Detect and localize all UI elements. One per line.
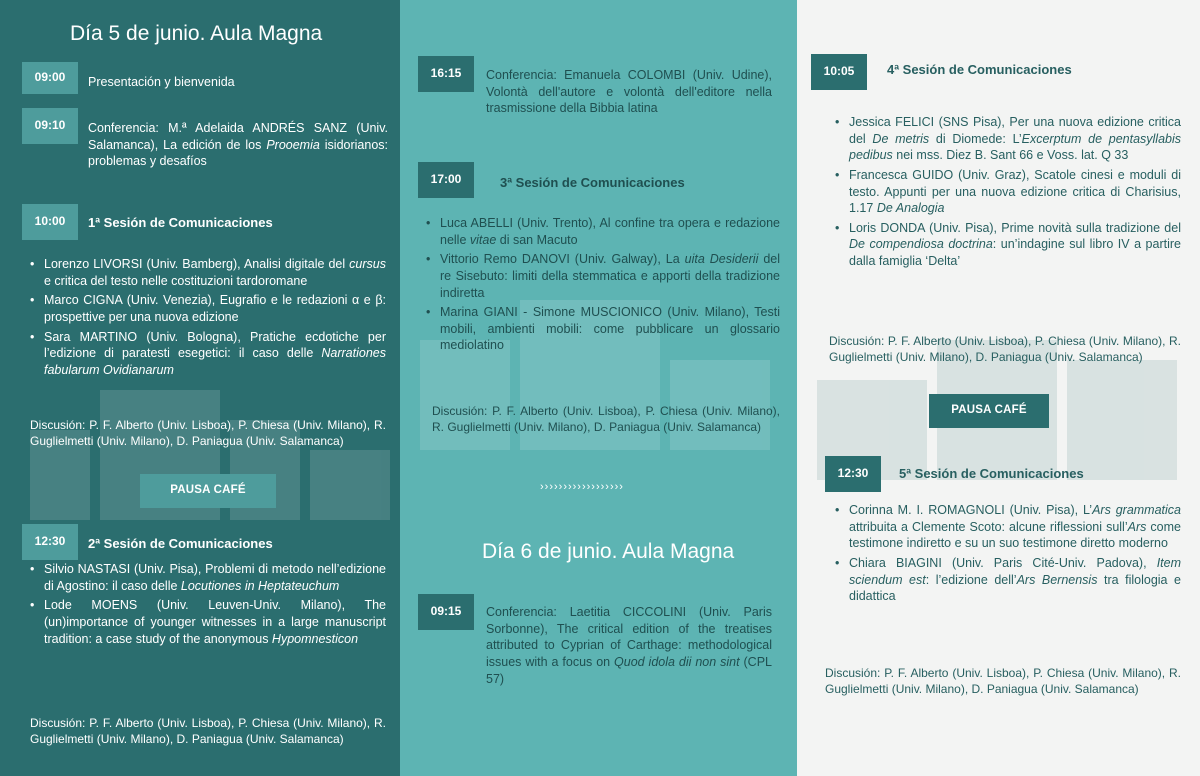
column-day-6-morning xyxy=(797,0,1200,776)
time-badge: 09:00 xyxy=(22,62,78,94)
list-item: • Lorenzo LIVORSI (Univ. Bamberg), Analisi digitale del cursus e critica del testo nelle costituzioni tardoromane xyxy=(28,256,386,289)
session-1-list xyxy=(28,256,386,381)
coffee-break-badge: PAUSA CAFÉ xyxy=(929,394,1049,428)
session-title: 1ª Sesión de Comunicaciones xyxy=(88,215,273,230)
list-item: • Silvio NASTASI (Univ. Pisa), Problemi di metodo nell’edizione di Agostino: il caso delle Locutiones in Heptateuchum xyxy=(28,561,386,594)
session-title: 4ª Sesión de Comunicaciones xyxy=(887,62,1072,77)
time-badge: 12:30 xyxy=(22,524,78,560)
discussion: Discusión: P. F. Alberto (Univ. Lisboa), P. Chiesa (Univ. Milano), R. Guglielmetti (Univ. Milano), D. Paniagua (Univ. Salamanca) xyxy=(30,716,386,746)
time-badge: 10:00 xyxy=(22,204,78,240)
event-welcome: Presentación y bienvenida xyxy=(88,75,235,89)
list-item: • Lode MOENS (Univ. Leuven-Univ. Milano), The (un)importance of younger witnesses in a large manuscript tradition: a case study of the anonymous Hypomnesticon xyxy=(28,597,386,647)
session-title: 5ª Sesión de Comunicaciones xyxy=(899,466,1084,481)
discussion: Discusión: P. F. Alberto (Univ. Lisboa), P. Chiesa (Univ. Milano), R. Guglielmetti (Univ. Milano), D. Paniagua (Univ. Salamanca) xyxy=(825,666,1181,696)
time-badge: 17:00 xyxy=(418,162,474,198)
list-item: • Marco CIGNA (Univ. Venezia), Eugrafio e le redazioni α e β: prospettive per una nuova edizione xyxy=(28,292,386,325)
column-day-5-afternoon xyxy=(400,0,797,776)
time-badge: 10:05 xyxy=(811,54,867,90)
session-2-list xyxy=(28,561,386,650)
list-item: • Jessica FELICI (SNS Pisa), Per una nuova edizione critica del De metris di Diomede: L’Excerptum de pentasyllabis pedibus nei mss. Diez B. Sant 66 e Voss. lat. Q 33 xyxy=(833,114,1181,164)
discussion: Discusión: P. F. Alberto (Univ. Lisboa), P. Chiesa (Univ. Milano), R. Guglielmetti (Univ. Milano), D. Paniagua (Univ. Salamanca) xyxy=(432,404,780,434)
list-item: • Marina GIANI - Simone MUSCIONICO (Univ. Milano), Testi mobili, ambienti mobili: come pubblicare un glossario mediolatino xyxy=(424,304,780,354)
day-title: Día 5 de junio. Aula Magna xyxy=(70,22,323,45)
time-badge: 12:30 xyxy=(825,456,881,492)
list-item: • Loris DONDA (Univ. Pisa), Prime novità sulla tradizione del De compendiosa doctrina: un’indagine sul libro IV a partire dalla famiglia ‘Delta’ xyxy=(833,220,1181,270)
list-item: • Chiara BIAGINI (Univ. Paris Cité-Univ. Padova), Item sciendum est: l’edizione dell’Ars Bernensis tra filologia e didattica xyxy=(833,555,1181,605)
list-item: • Sara MARTINO (Univ. Bologna), Pratiche ecdotiche per l’edizione di paratesti esegetici: il caso delle Narrationes fabularum Ovidianarum xyxy=(28,329,386,379)
time-badge: 16:15 xyxy=(418,56,474,92)
column-day-5-morning xyxy=(0,0,400,776)
list-item: • Vittorio Remo DANOVI (Univ. Galway), La uita Desiderii del re Sisebuto: limiti della stemmatica e apporti della tradizione indiretta xyxy=(424,251,780,301)
coffee-break-badge: PAUSA CAFÉ xyxy=(140,474,276,508)
discussion: Discusión: P. F. Alberto (Univ. Lisboa), P. Chiesa (Univ. Milano), R. Guglielmetti (Univ. Milano), D. Paniagua (Univ. Salamanca) xyxy=(30,418,386,448)
session-3-list xyxy=(424,215,780,357)
arrow-divider: ›››››››››››››››››› xyxy=(540,481,624,493)
event-lecture: Conferencia: M.ª Adelaida ANDRÉS SANZ (Univ. Salamanca), La edición de los Prooemia isidorianos: problemas y desafíos xyxy=(88,121,389,169)
session-5-list xyxy=(833,502,1181,608)
time-badge: 09:10 xyxy=(22,108,78,144)
list-item: • Luca ABELLI (Univ. Trento), Al confine tra opera e redazione nelle vitae di san Macuto xyxy=(424,215,780,248)
time-badge: 09:15 xyxy=(418,594,474,630)
event-lecture: Conferencia: Emanuela COLOMBI (Univ. Udine), Volontà dell'autore e volontà dell'editore nella trasmissione della Bibbia latina xyxy=(486,68,772,116)
list-item: • Francesca GUIDO (Univ. Graz), Scatole cinesi e moduli di testo. Appunti per una nuova edizione critica di Charisius, 1.17 De Analogia xyxy=(833,167,1181,217)
discussion: Discusión: P. F. Alberto (Univ. Lisboa), P. Chiesa (Univ. Milano), R. Guglielmetti (Univ. Milano), D. Paniagua (Univ. Salamanca) xyxy=(829,334,1181,364)
list-item: • Corinna M. I. ROMAGNOLI (Univ. Pisa), L’Ars grammatica attribuita a Clemente Scoto: alcune riflessioni sull’Ars come testimone indiretto e su un suo testimone diretto moderno xyxy=(833,502,1181,552)
event-lecture: Conferencia: Laetitia CICCOLINI (Univ. Paris Sorbonne), The critical edition of the treatises attributed to Cyprian of Carthage: methodological issues with a focus on Quod idola dii non sint (CPL 57) xyxy=(486,605,772,686)
session-title: 2ª Sesión de Comunicaciones xyxy=(88,536,273,551)
day-title: Día 6 de junio. Aula Magna xyxy=(482,540,735,563)
session-title: 3ª Sesión de Comunicaciones xyxy=(500,175,685,190)
session-4-list xyxy=(833,114,1181,273)
